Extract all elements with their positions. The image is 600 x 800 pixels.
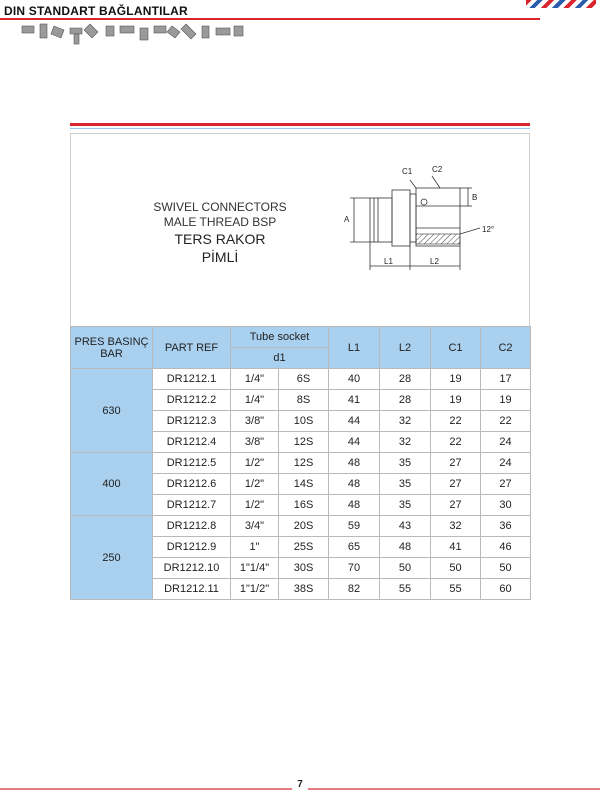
l1-cell: 48 <box>329 495 380 516</box>
product-name-tr-2: PİMLİ <box>201 249 239 265</box>
product-name-en-1: SWIVEL CONNECTORS <box>153 200 287 214</box>
c1-cell: 22 <box>431 432 481 453</box>
c1-cell: 41 <box>431 537 481 558</box>
part-ref-cell: DR1212.9 <box>153 537 231 558</box>
l2-cell: 35 <box>380 453 431 474</box>
thread-cell: 1/4" <box>231 390 279 411</box>
pressure-cell: 250 <box>71 516 153 600</box>
label-l1: L1 <box>384 257 393 266</box>
c1-cell: 19 <box>431 390 481 411</box>
socket-cell: 12S <box>279 432 329 453</box>
fittings-strip-illustration <box>20 20 250 52</box>
c1-cell: 19 <box>431 369 481 390</box>
c2-cell: 17 <box>481 369 531 390</box>
c2-cell: 27 <box>481 474 531 495</box>
socket-cell: 10S <box>279 411 329 432</box>
l1-cell: 41 <box>329 390 380 411</box>
thread-cell: 3/8" <box>231 432 279 453</box>
part-ref-cell: DR1212.1 <box>153 369 231 390</box>
l2-cell: 28 <box>380 390 431 411</box>
part-ref-cell: DR1212.5 <box>153 453 231 474</box>
socket-cell: 12S <box>279 453 329 474</box>
thread-cell: 3/8" <box>231 411 279 432</box>
c2-cell: 30 <box>481 495 531 516</box>
c1-cell: 27 <box>431 495 481 516</box>
part-ref-cell: DR1212.2 <box>153 390 231 411</box>
c1-cell: 55 <box>431 579 481 600</box>
l1-cell: 48 <box>329 474 380 495</box>
part-ref-cell: DR1212.11 <box>153 579 231 600</box>
pressure-cell: 630 <box>71 369 153 453</box>
thread-cell: 1/2" <box>231 495 279 516</box>
l1-cell: 59 <box>329 516 380 537</box>
part-ref-cell: DR1212.10 <box>153 558 231 579</box>
socket-cell: 30S <box>279 558 329 579</box>
socket-cell: 16S <box>279 495 329 516</box>
c1-cell: 32 <box>431 516 481 537</box>
l2-cell: 50 <box>380 558 431 579</box>
section-rule-red <box>70 123 530 126</box>
socket-cell: 25S <box>279 537 329 558</box>
c1-cell: 50 <box>431 558 481 579</box>
label-l2: L2 <box>430 257 439 266</box>
header-c1: C1 <box>431 327 481 369</box>
c1-cell: 27 <box>431 453 481 474</box>
l1-cell: 48 <box>329 453 380 474</box>
header-l2: L2 <box>380 327 431 369</box>
c2-cell: 24 <box>481 432 531 453</box>
c2-cell: 50 <box>481 558 531 579</box>
technical-drawing <box>340 158 510 278</box>
l2-cell: 35 <box>380 495 431 516</box>
c2-cell: 46 <box>481 537 531 558</box>
thread-cell: 3/4" <box>231 516 279 537</box>
thread-cell: 1"1/2" <box>231 579 279 600</box>
l2-cell: 32 <box>380 411 431 432</box>
part-ref-cell: DR1212.6 <box>153 474 231 495</box>
c1-cell: 22 <box>431 411 481 432</box>
l1-cell: 65 <box>329 537 380 558</box>
page-number: 7 <box>292 779 308 790</box>
c2-cell: 36 <box>481 516 531 537</box>
header-tube-socket: Tube socket <box>231 327 329 348</box>
c1-cell: 27 <box>431 474 481 495</box>
header-pres: PRES BASINÇ BAR <box>71 327 153 369</box>
c2-cell: 60 <box>481 579 531 600</box>
l1-cell: 70 <box>329 558 380 579</box>
l1-cell: 44 <box>329 411 380 432</box>
socket-cell: 20S <box>279 516 329 537</box>
l1-cell: 44 <box>329 432 380 453</box>
pressure-cell: 400 <box>71 453 153 516</box>
spec-table <box>70 326 531 600</box>
thread-cell: 1/2" <box>231 453 279 474</box>
l2-cell: 43 <box>380 516 431 537</box>
l2-cell: 28 <box>380 369 431 390</box>
header-l1: L1 <box>329 327 380 369</box>
thread-cell: 1" <box>231 537 279 558</box>
l1-cell: 82 <box>329 579 380 600</box>
table-row <box>71 453 531 474</box>
l2-cell: 48 <box>380 537 431 558</box>
section-rule-blue <box>70 128 530 129</box>
product-name-tr-1: TERS RAKOR <box>174 231 266 247</box>
c2-cell: 19 <box>481 390 531 411</box>
header-c2: C2 <box>481 327 531 369</box>
l2-cell: 55 <box>380 579 431 600</box>
socket-cell: 6S <box>279 369 329 390</box>
table-row <box>71 369 531 390</box>
label-angle: 12° <box>482 225 495 234</box>
header-title: DIN STANDART BAĞLANTILAR <box>4 4 188 18</box>
part-ref-cell: DR1212.7 <box>153 495 231 516</box>
label-c2: C2 <box>432 165 443 174</box>
l2-cell: 35 <box>380 474 431 495</box>
l2-cell: 32 <box>380 432 431 453</box>
part-ref-cell: DR1212.8 <box>153 516 231 537</box>
product-title-block <box>140 200 300 266</box>
thread-cell: 1/4" <box>231 369 279 390</box>
label-c1: C1 <box>402 167 413 176</box>
header-stripes <box>526 0 596 8</box>
socket-cell: 14S <box>279 474 329 495</box>
label-b: B <box>472 193 478 202</box>
c2-cell: 24 <box>481 453 531 474</box>
part-ref-cell: DR1212.3 <box>153 411 231 432</box>
socket-cell: 8S <box>279 390 329 411</box>
thread-cell: 1/2" <box>231 474 279 495</box>
spec-table-body <box>71 369 531 600</box>
header-d1: d1 <box>231 348 329 369</box>
table-row <box>71 516 531 537</box>
c2-cell: 22 <box>481 411 531 432</box>
l1-cell: 40 <box>329 369 380 390</box>
label-a: A <box>344 215 350 224</box>
thread-cell: 1"1/4" <box>231 558 279 579</box>
header-part-ref: PART REF <box>153 327 231 369</box>
socket-cell: 38S <box>279 579 329 600</box>
product-name-en-2: MALE THREAD BSP <box>163 215 277 229</box>
part-ref-cell: DR1212.4 <box>153 432 231 453</box>
